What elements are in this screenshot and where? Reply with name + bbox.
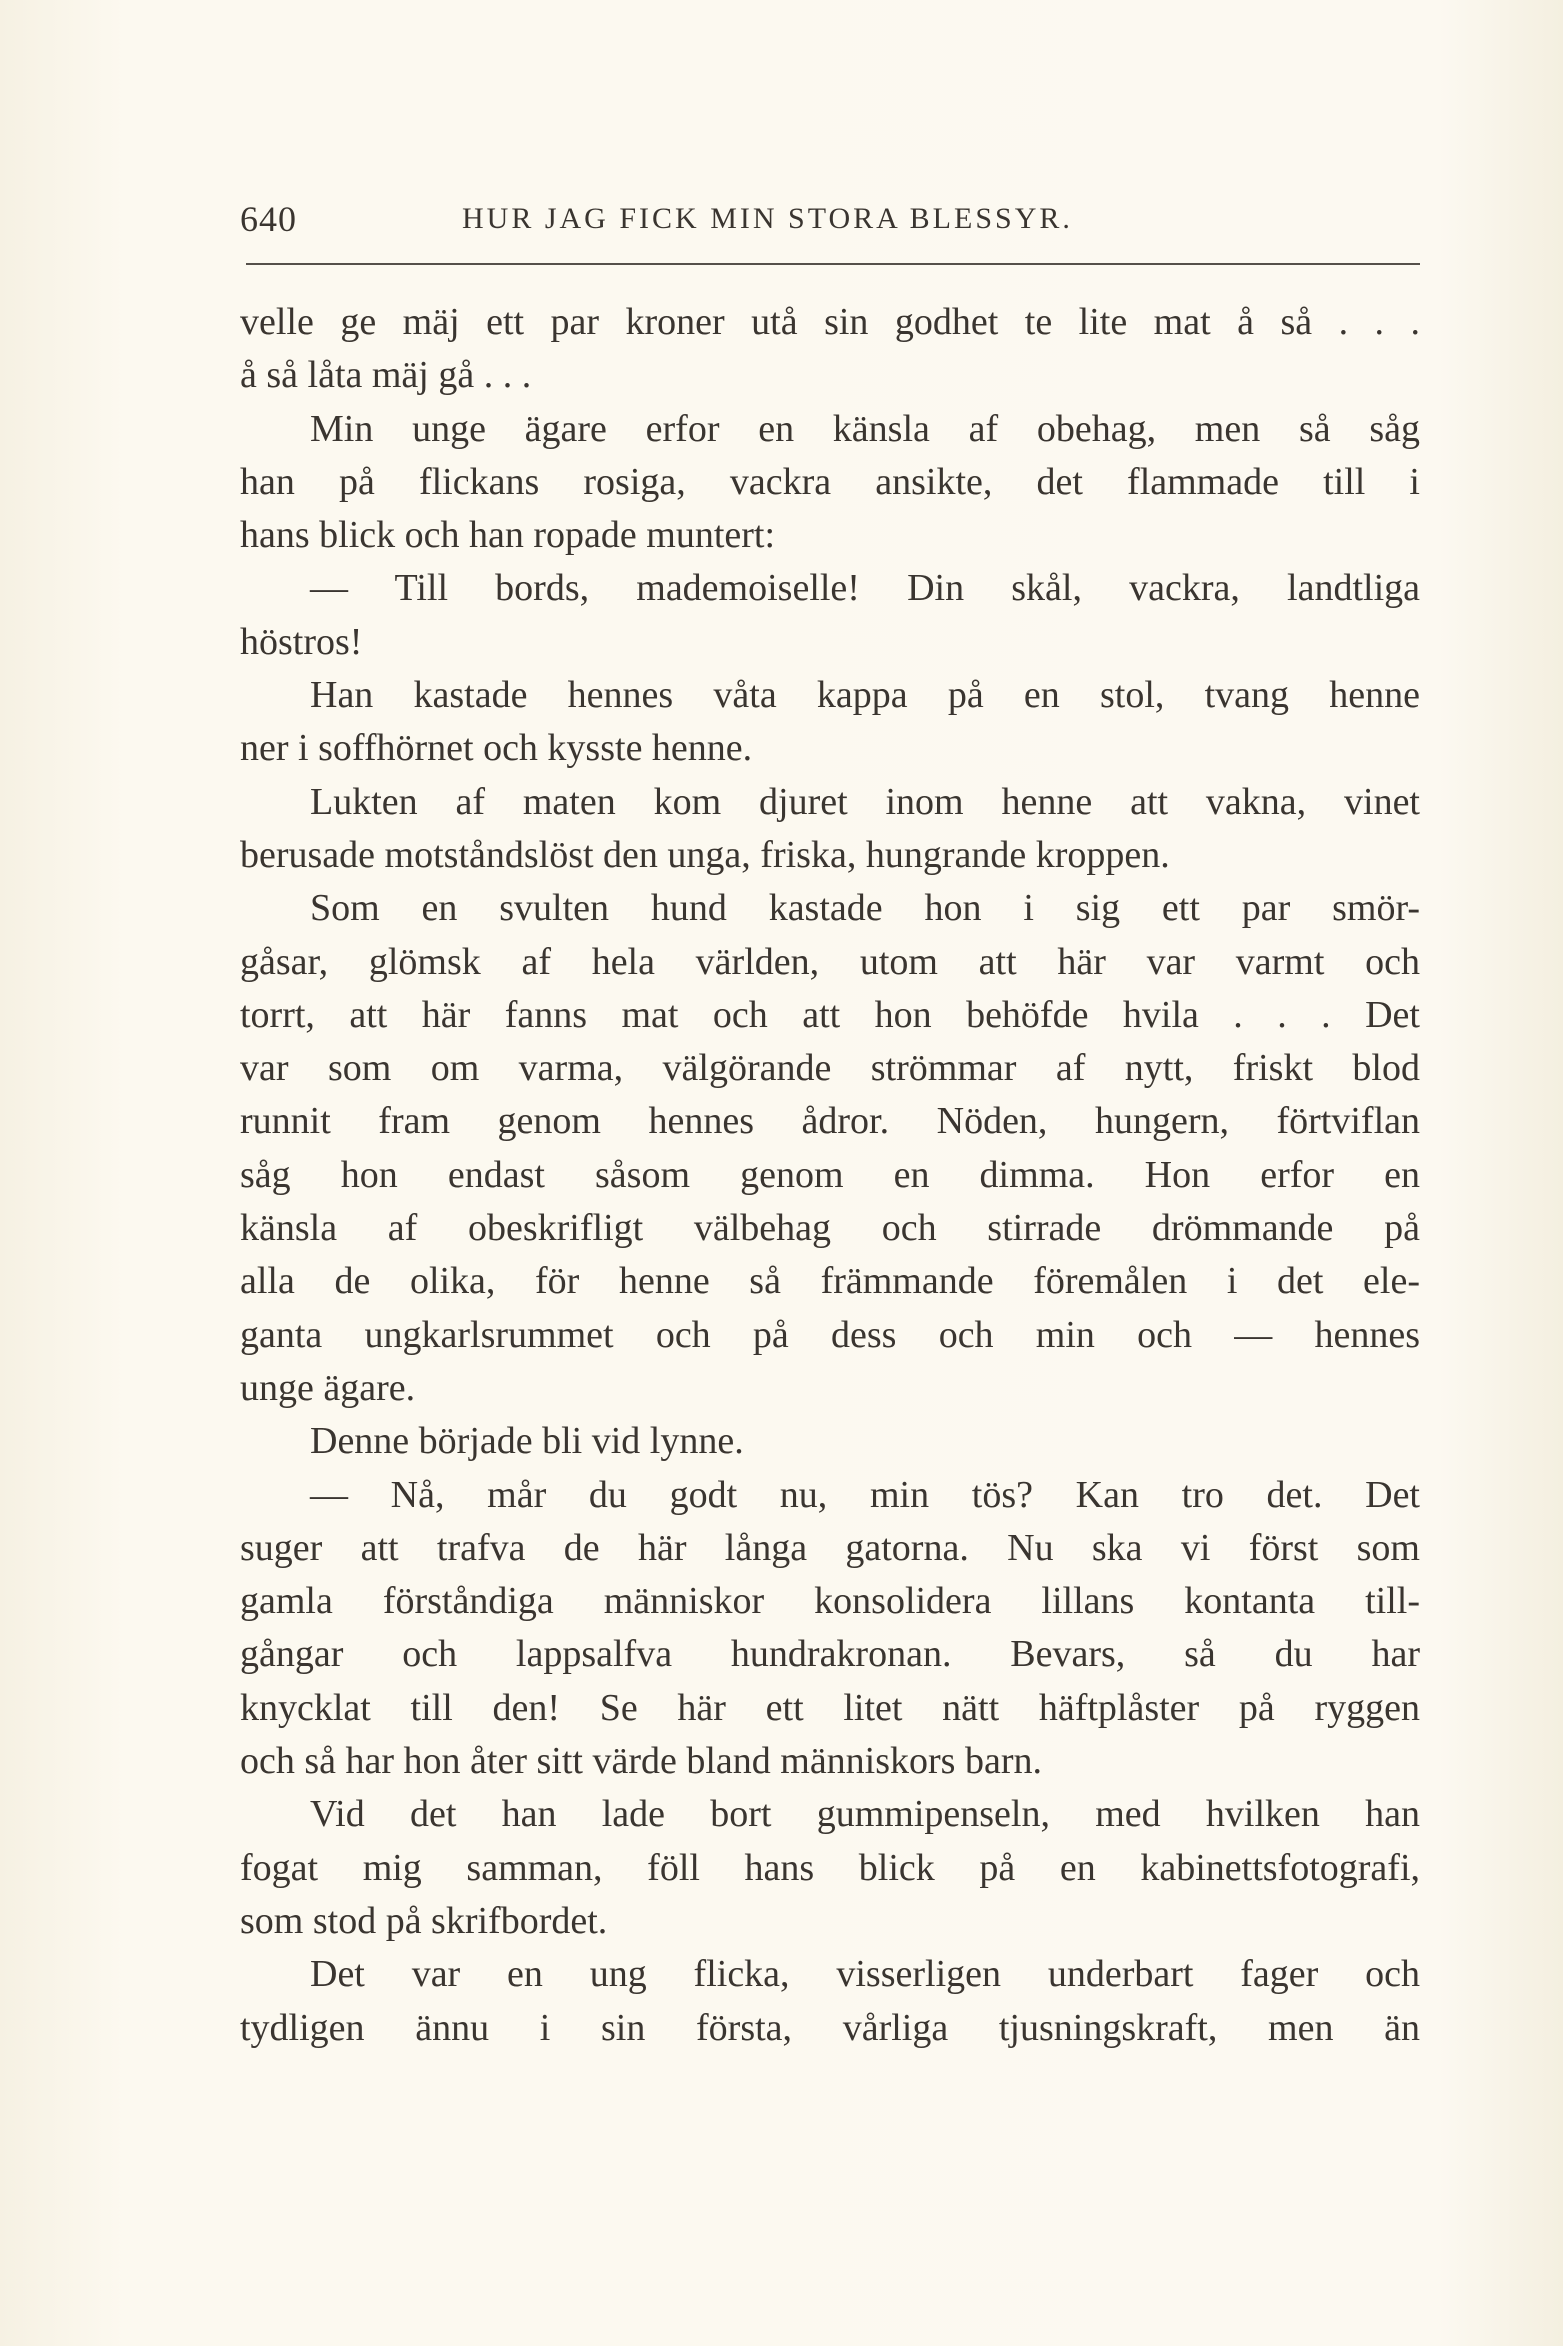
running-title: HUR JAG FICK MIN STORA BLESSYR.	[462, 202, 1073, 235]
text-line: torrt, att här fanns mat och att hon behöfde hvila . . . Det	[240, 993, 1420, 1036]
text-line: Han kastade hennes våta kappa på en stol, tvang henne	[310, 674, 1420, 717]
text-line: tydligen ännu i sin första, vårliga tjusningskraft, men än	[240, 2006, 1420, 2049]
text-line: alla de olika, för henne så främmande föremålen i det ele-	[240, 1260, 1420, 1303]
text-line: unge ägare.	[240, 1366, 416, 1409]
text-line: som stod på skrifbordet.	[240, 1899, 608, 1942]
page-header	[240, 198, 1420, 248]
text-line: Det var en ung flicka, visserligen underbart fager och	[310, 1953, 1420, 1996]
text-line: känsla af obeskrifligt välbehag och stirrade drömmande på	[240, 1207, 1420, 1250]
text-line: Min unge ägare erfor en känsla af obehag, men så såg	[310, 407, 1420, 450]
text-line: velle ge mäj ett par kroner utå sin godhet te lite mat å så . . .	[240, 301, 1420, 343]
text-line: å så låta mäj gå . . .	[240, 354, 532, 397]
text-line: såg hon endast såsom genom en dimma. Hon erfor en	[240, 1153, 1420, 1196]
text-line: fogat mig samman, föll hans blick på en kabinettsfotografi,	[240, 1846, 1420, 1889]
text-line: Lukten af maten kom djuret inom henne att vakna, vinet	[310, 780, 1420, 823]
text-line: hans blick och han ropade muntert:	[240, 514, 776, 557]
text-line: berusade motståndslöst den unga, friska, hungrande kroppen.	[240, 833, 1170, 876]
text-line: höstros!	[240, 620, 363, 663]
text-line: runnit fram genom hennes ådror. Nöden, hungern, förtviflan	[240, 1100, 1420, 1143]
text-line: han på flickans rosiga, vackra ansikte, det flammade till i	[240, 460, 1420, 503]
text-line: gamla förståndiga människor konsolidera lillans kontanta till-	[240, 1580, 1420, 1623]
text-line: ganta ungkarlsrummet och på dess och min och — hennes	[240, 1313, 1420, 1356]
text-line: och så har hon åter sitt värde bland människors barn.	[240, 1740, 1042, 1783]
text-line: — Nå, mår du godt nu, min tös? Kan tro det. Det	[310, 1473, 1420, 1516]
text-line: suger att trafva de här långa gatorna. Nu ska vi först som	[240, 1526, 1420, 1569]
text-line: var som om varma, välgörande strömmar af nytt, friskt blod	[240, 1047, 1420, 1090]
text-line: gåsar, glömsk af hela världen, utom att här var varmt och	[240, 940, 1420, 983]
text-line: ner i soffhörnet och kysste henne.	[240, 727, 753, 770]
body-text	[240, 296, 1420, 2055]
text-line: Vid det han lade bort gummipenseln, med hvilken han	[310, 1793, 1420, 1836]
text-line: gångar och lappsalfva hundrakronan. Bevars, så du har	[240, 1633, 1420, 1676]
text-line: Som en svulten hund kastade hon i sig ett par smör-	[310, 887, 1420, 930]
text-line: knycklat till den! Se här ett litet nätt häftplåster på ryggen	[240, 1686, 1420, 1729]
text-line: — Till bords, mademoiselle! Din skål, vackra, landtliga	[310, 567, 1420, 610]
page-number: 640	[240, 199, 297, 239]
text-line: Denne började bli vid lynne.	[310, 1420, 744, 1463]
header-rule	[246, 263, 1420, 265]
